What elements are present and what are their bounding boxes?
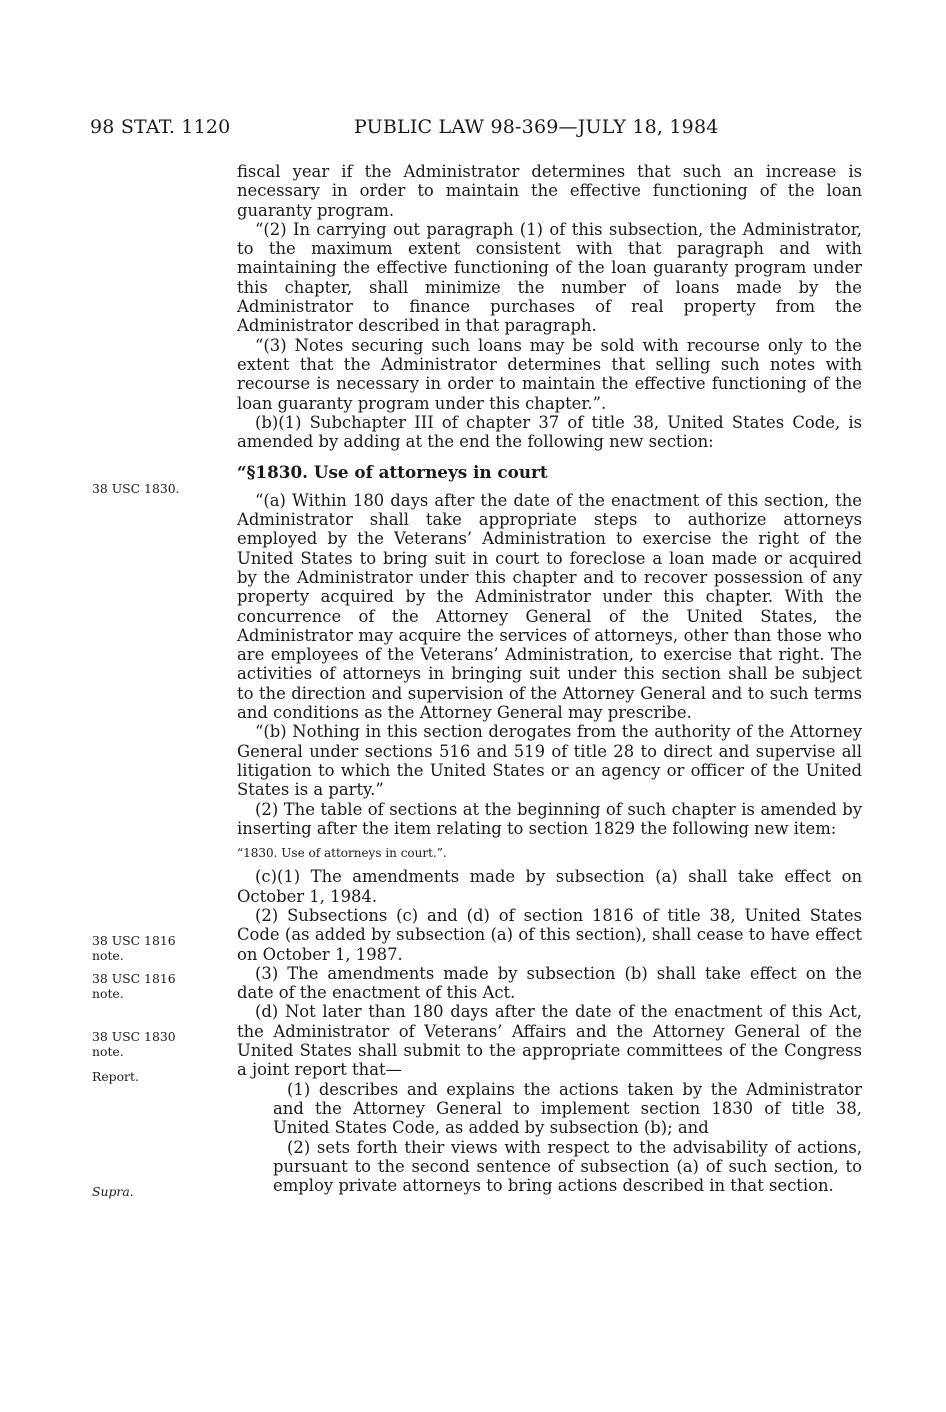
margin-note-cite: 38 USC 1816 bbox=[92, 971, 176, 986]
margin-note-report: Report. bbox=[92, 1069, 139, 1084]
stat-page-number: 98 STAT. 1120 bbox=[90, 116, 231, 138]
table-of-sections-item: “1830. Use of attorneys in court.”. bbox=[237, 846, 447, 861]
paragraph: (d) Not later than 180 days after the date of the enactment of this Act, the Administrator of Veterans’ Affairs and the Attorney General of the United States shall submit to the appropriate committees of the Congress a joint report that— bbox=[237, 1002, 862, 1080]
margin-note-38-usc-1830: 38 USC 1830. bbox=[92, 481, 180, 496]
paragraph: (2) Subsections (c) and (d) of section 1816 of title 38, United States Code (as added by subsection (a) of this section), shall cease to have effect on October 1, 1987. bbox=[237, 905, 862, 964]
public-law-title: PUBLIC LAW 98-369—JULY 18, 1984 bbox=[354, 116, 719, 138]
section-heading: “§1830. Use of attorneys in court bbox=[237, 462, 548, 483]
margin-note-suffix: note. bbox=[92, 986, 124, 1001]
margin-note-supra: Supra. bbox=[92, 1184, 134, 1199]
margin-note-suffix: note. bbox=[92, 1044, 124, 1059]
margin-note-38-usc-1816-a bbox=[92, 933, 212, 963]
paragraph: fiscal year if the Administrator determines that such an increase is necessary in order to maintain the effective functioning of the loan guaranty program. bbox=[237, 162, 862, 220]
margin-note-38-usc-1816-b bbox=[92, 971, 212, 1001]
paragraph: “(b) Nothing in this section derogates from the authority of the Attorney General under sections 516 and 519 of title 28 to direct and supervise all litigation to which the United States or an agency or officer of the United States is a party.” bbox=[237, 722, 862, 800]
paragraph: “(a) Within 180 days after the date of the enactment of this section, the Administrator shall take appropriate steps to authorize attorneys employed by the Veterans’ Administration to exercise the right of the United States to bring suit in court to foreclose a loan made or acquired by the Administrator under this chapter and to recover possession of any property acquired by the Administrator under this chapter. With the concurrence of the Attorney General of the United States, the Administrator may acquire the services of attorneys, other than those who are employees of the Veterans’ Administration, to exercise that right. The activities of attorneys in bringing suit under this section shall be subject to the direction and supervision of the Attorney General and to such terms and conditions as the Attorney General may prescribe. bbox=[237, 490, 862, 723]
paragraph-subitem: (2) sets forth their views with respect to the advisability of actions, pursuant to the second sentence of subsection (a) of such section, to employ private attorneys to bring actions described in that section. bbox=[273, 1137, 862, 1196]
paragraph: (b)(1) Subchapter III of chapter 37 of title 38, United States Code, is amended by adding at the end the following new section: bbox=[237, 412, 862, 452]
margin-note-cite: 38 USC 1830 bbox=[92, 1029, 176, 1044]
statute-body bbox=[237, 162, 862, 1195]
margin-note-cite: 38 USC 1816 bbox=[92, 933, 176, 948]
paragraph: (c)(1) The amendments made by subsection (a) shall take effect on October 1, 1984. bbox=[237, 867, 862, 906]
margin-note-suffix: note. bbox=[92, 948, 124, 963]
paragraph: “(2) In carrying out paragraph (1) of this subsection, the Administrator, to the maximum extent consistent with that paragraph and with maintaining the effective functioning of the loan guaranty program under this chapter, shall minimize the number of loans made by the Administrator to finance purchases of real property from the Administrator described in that paragraph. bbox=[237, 219, 862, 336]
paragraph: “(3) Notes securing such loans may be sold with recourse only to the extent that the Administrator determines that selling such notes with recourse is necessary in order to maintain the effective functioning of the loan guaranty program under this chapter.”. bbox=[237, 335, 862, 413]
paragraph-subitem: (1) describes and explains the actions taken by the Administrator and the Attorney General to implement section 1830 of title 38, United States Code, as added by subsection (b); and bbox=[273, 1079, 862, 1138]
page-header bbox=[90, 116, 866, 146]
paragraph: (2) The table of sections at the beginning of such chapter is amended by inserting after the item relating to section 1829 the following new item: bbox=[237, 799, 862, 838]
margin-note-38-usc-1830-note bbox=[92, 1029, 212, 1059]
paragraph: (3) The amendments made by subsection (b) shall take effect on the date of the enactment of this Act. bbox=[237, 963, 862, 1003]
